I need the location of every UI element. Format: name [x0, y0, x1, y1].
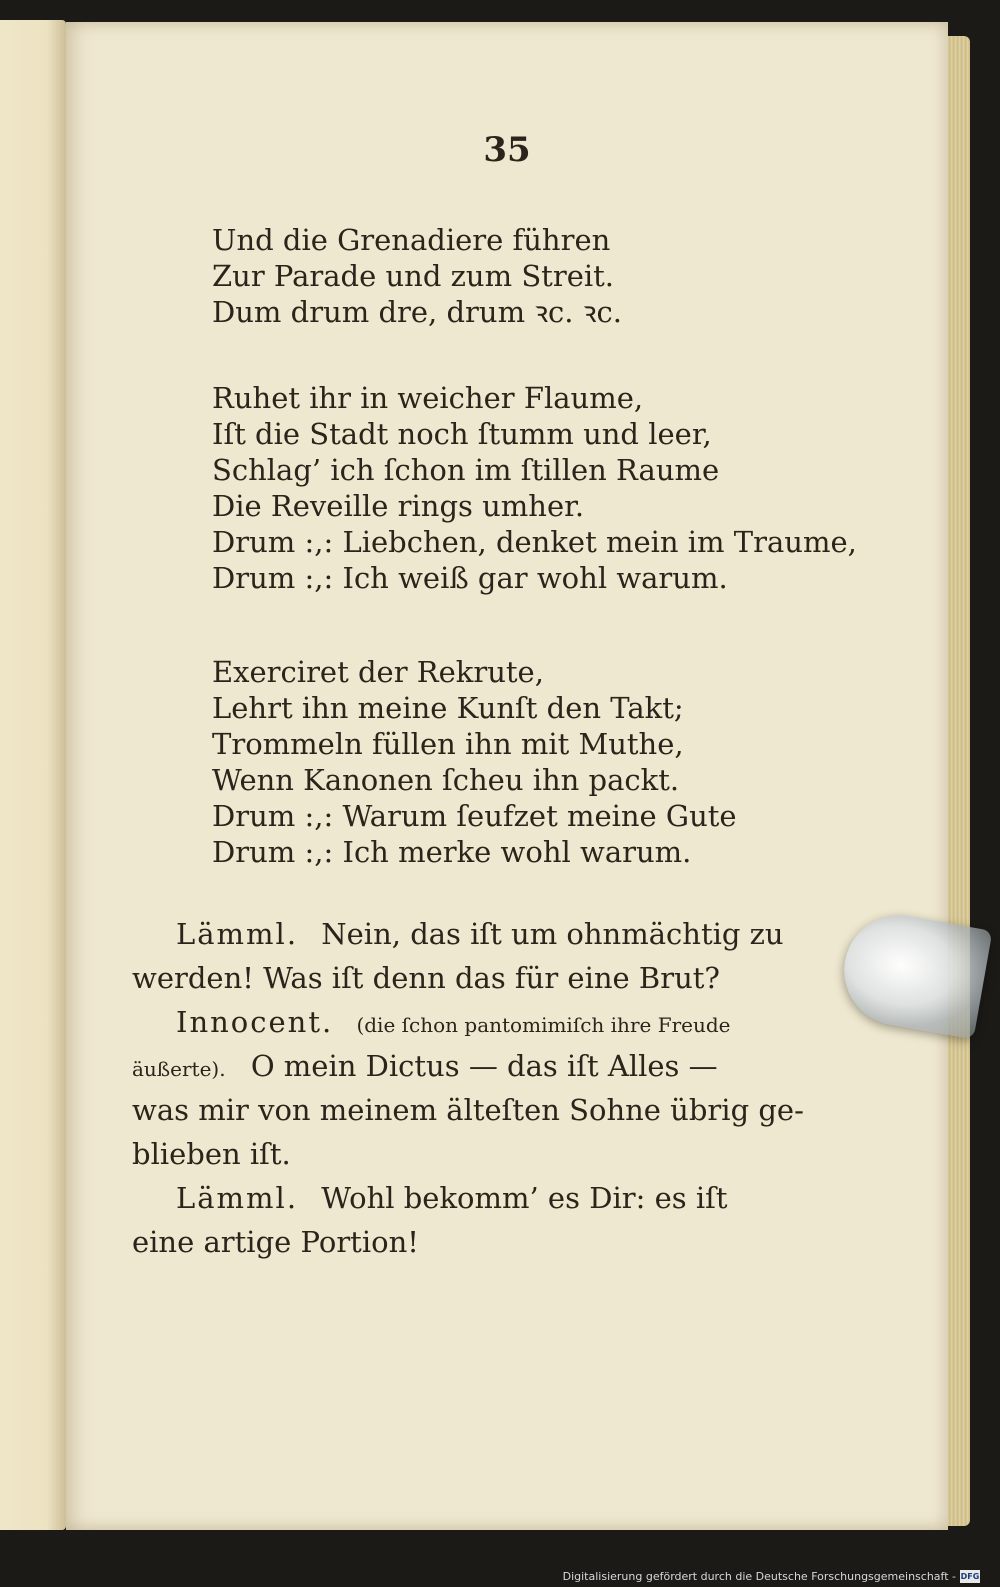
verse-stanza-2: [212, 380, 857, 596]
verse-stanza-3: [212, 654, 737, 870]
stage-direction: (die ſchon pantomimiſch ihre Freude: [356, 1013, 731, 1037]
dialogue-line: blieben iſt.: [132, 1137, 291, 1171]
verse-line: Drum :,: Ich merke wohl warum.: [212, 835, 692, 869]
speech-text: Nein, das iſt um ohnmächtig zu: [321, 917, 784, 951]
dialogue-line: [132, 1044, 738, 1088]
digitization-credit: Digitalisierung gefördert durch die Deutsche Forschungsgemeinschaft -: [562, 1570, 956, 1583]
verse-line: Lehrt ihn meine Kunſt den Takt;: [212, 691, 684, 725]
book-page: [66, 22, 948, 1530]
verse-line: Ruhet ihr in weicher Flaume,: [212, 381, 644, 415]
speech-text: O mein Dictus — das iſt Alles —: [250, 1049, 718, 1083]
dialogue-line: was mir von meinem älteſten Sohne übrig ge-: [132, 1093, 804, 1127]
verse-line: Drum :,: Warum ſeufzet meine Gute: [212, 799, 737, 833]
verse-stanza-1: [212, 222, 622, 330]
dialogue-line: [132, 1176, 738, 1220]
verse-line: Drum :,: Liebchen, denket mein im Traume,: [212, 525, 857, 559]
stage-direction: äußerte).: [132, 1057, 226, 1081]
dialogue-block: [132, 912, 804, 1264]
verse-line: Zur Parade und zum Streit.: [212, 259, 615, 293]
dialogue-line: [132, 1000, 738, 1044]
verse-line: Schlag’ ich ſchon im ſtillen Raume: [212, 453, 720, 487]
speaker-name: Lämml.: [176, 917, 299, 951]
verse-line: Die Reveille rings umher.: [212, 489, 585, 523]
verse-line: Drum :,: Ich weiß gar wohl warum.: [212, 561, 728, 595]
verse-line: Dum drum dre, drum ꝛc. ꝛc.: [212, 295, 622, 329]
verse-line: Und die Grenadiere führen: [212, 223, 611, 257]
dfg-logo: DFG: [960, 1572, 980, 1581]
verse-line: Trommeln füllen ihn mit Muthe,: [212, 727, 684, 761]
verse-line: Iſt die Stadt noch ſtumm und leer,: [212, 417, 712, 451]
page-number: 35: [483, 130, 531, 170]
dialogue-line: [132, 912, 784, 956]
speaker-name: Innocent.: [176, 1005, 334, 1039]
verse-line: Exerciret der Rekrute,: [212, 655, 544, 689]
dialogue-line: eine artige Portion!: [132, 1225, 419, 1259]
verse-line: Wenn Kanonen ſcheu ihn packt.: [212, 763, 680, 797]
facing-page-edge: [0, 20, 66, 1530]
speaker-name: Lämml.: [176, 1181, 299, 1215]
dialogue-line: werden! Was iſt denn das für eine Brut?: [132, 961, 720, 995]
speech-text: Wohl bekomm’ es Dir: es iſt: [321, 1181, 728, 1215]
